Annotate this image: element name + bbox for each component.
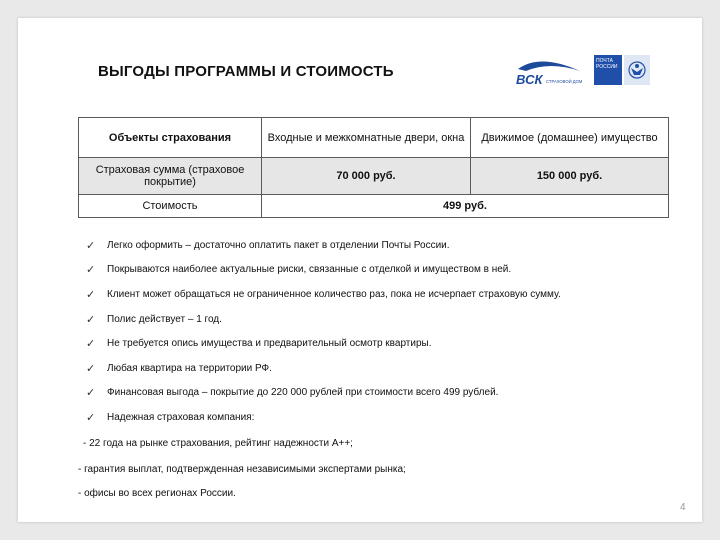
checkmark-icon: ✓	[86, 338, 96, 351]
table-header-cell: Объекты страхования	[79, 118, 262, 158]
checkmark-icon: ✓	[86, 288, 96, 301]
company-fact: - офисы во всех регионах России.	[78, 488, 236, 499]
list-item	[86, 356, 561, 381]
vsk-logo-text: ВСК	[516, 72, 543, 87]
list-item-text: Легко оформить – достаточно оплатить пакет в отделении Почты России.	[107, 239, 450, 251]
cost-table	[78, 117, 669, 218]
list-item	[86, 331, 561, 356]
list-item-text: Надежная страховая компания:	[107, 411, 255, 423]
list-item	[86, 405, 561, 430]
table-header-cell: Входные и межкомнатные двери, окна	[262, 118, 471, 158]
checkmark-icon: ✓	[86, 239, 96, 252]
list-item-text: Полис действует – 1 год.	[107, 313, 222, 325]
table-header-cell: Движимое (домашнее) имущество	[471, 118, 669, 158]
list-item-text: Любая квартира на территории РФ.	[107, 362, 272, 374]
company-fact: - гарантия выплат, подтвержденная независимыми экспертами рынка;	[78, 464, 406, 475]
checkmark-icon: ✓	[86, 264, 96, 277]
list-item	[86, 282, 561, 307]
list-item	[86, 233, 561, 258]
list-item	[86, 258, 561, 283]
list-item-text: Покрываются наиболее актуальные риски, связанные с отделкой и имуществом в ней.	[107, 264, 512, 276]
vsk-logo-subtext: СТРАХОВОЙ ДОМ	[546, 79, 582, 84]
slide-title: ВЫГОДЫ ПРОГРАММЫ И СТОИМОСТЬ	[98, 63, 394, 80]
company-fact: - 22 года на рынке страхования, рейтинг надежности А++;	[83, 438, 353, 449]
list-item-text: Клиент может обращаться не ограниченное количество раз, пока не исчерпает страховую сумму.	[107, 288, 561, 300]
pochta-logo	[594, 55, 650, 85]
table-cell: 70 000 руб.	[262, 158, 471, 195]
page-number: 4	[680, 502, 686, 513]
table-row	[79, 195, 669, 218]
table-cell: 150 000 руб.	[471, 158, 669, 195]
vsk-logo-swoosh	[518, 61, 580, 71]
pochta-logo-text: ПОЧТА РОССИИ	[594, 55, 622, 85]
list-item-text: Финансовая выгода – покрытие до 220 000 рублей при стоимости всего 499 рублей.	[107, 387, 499, 399]
list-item	[86, 307, 561, 332]
list-item	[86, 381, 561, 406]
checkmark-icon: ✓	[86, 411, 96, 424]
benefits-list	[86, 233, 561, 430]
list-item-text: Не требуется опись имущества и предварительный осмотр квартиры.	[107, 338, 432, 350]
checkmark-icon: ✓	[86, 313, 96, 326]
slide	[18, 18, 702, 522]
table-row	[79, 158, 669, 195]
table-cell: Стоимость	[79, 195, 262, 218]
table-cell: Страховая сумма (страховое покрытие)	[79, 158, 262, 195]
eagle-icon	[627, 60, 647, 80]
pochta-emblem	[624, 55, 650, 85]
checkmark-icon: ✓	[86, 362, 96, 375]
table-cell: 499 руб.	[262, 195, 669, 218]
checkmark-icon: ✓	[86, 387, 96, 400]
vsk-logo	[500, 51, 582, 91]
table-header-row	[79, 118, 669, 158]
